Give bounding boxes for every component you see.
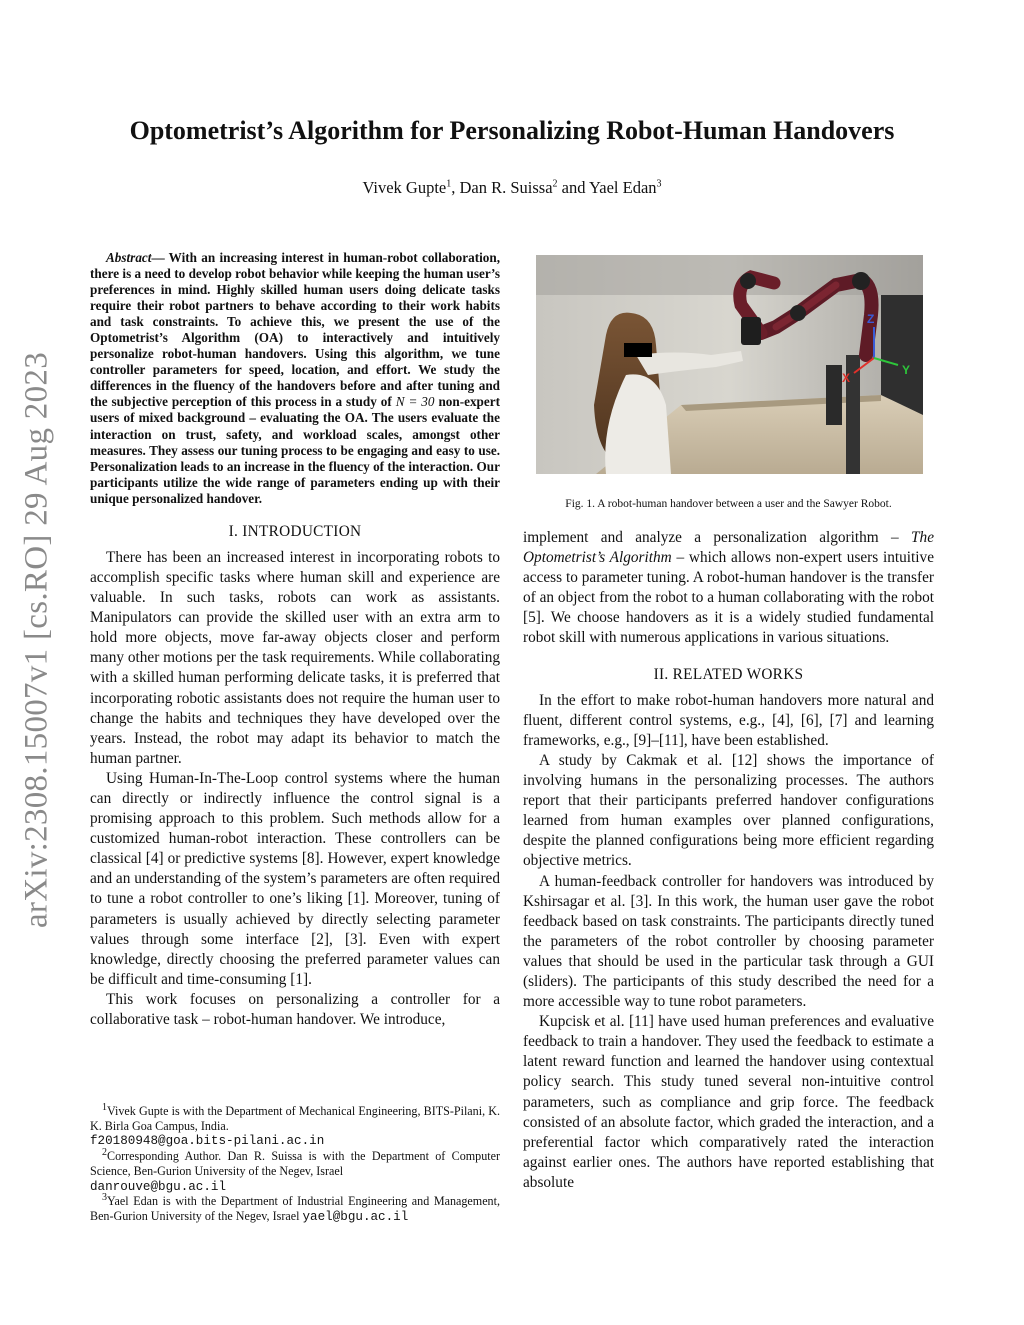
x-axis-label: X xyxy=(842,371,851,385)
paragraph: There has been an increased interest in incorporating robots to accomplish specific tasks where human skill and experience are valuable. In such tasks, robots can work as assistants. Manipulators can provide the skilled user with an extra arm to hold more objects, move far-away objects closer and perform many other motions per the task requirements. While collaborating with a skilled human performing delicate tasks, it is preferred that incorporating robotic assistants does not require the human user to change the habits and techniques they have developed over the years. Instead, the robot may adapt its behavior to match the human partner. xyxy=(90,548,500,767)
footnote-mark: 1 xyxy=(102,1101,107,1113)
face-redaction xyxy=(624,343,652,357)
section-heading-introduction: I. INTRODUCTION xyxy=(228,522,362,540)
abstract xyxy=(90,250,500,507)
author-separator: , xyxy=(451,178,460,197)
paragraph: A study by Cakmak et al. [12] shows the importance of involving humans in the personalizing processes. The authors report that their participants preferred handover configurations learned from human examples over planned configurations, despite the planned configurations being more efficient regarding objective metrics. xyxy=(523,751,934,870)
footnote-email: danrouve@bgu.ac.il xyxy=(90,1179,227,1194)
paragraph: Kupcisk et al. [11] have used human preferences and evaluative feedback to train a handover. They used the feedback to estimate a latent reward function and learned the handover using contextual policy search. This study tuned several non-intuitive control parameters, such as compliance and grip force. The feedback consisted of an absolute factor, which graded the interaction, and a preferential factor which comparatively rated the interaction against earlier ones. The authors have reported establishing that absolute xyxy=(523,1013,934,1191)
author-name: Dan R. Suissa xyxy=(459,178,553,197)
footnote xyxy=(90,1149,500,1194)
figure-photo xyxy=(536,255,923,474)
paragraph: Using Human-In-The-Loop control systems where the human can directly or indirectly influence the control signal is a promising approach to this problem. Such methods allow for a customized human-robot interaction. These controllers can be classical [4] or predictive systems [8]. However, expert knowledge and an understanding of the system’s parameters are often required to tune a robot controller to one’s liking [1]. Moreover, tuning of parameters is usually achieved by directly selecting parameter values through some interface [2], [3]. Even with expert knowledge, directly choosing the preferred parameter values can be difficult and time-consuming [1]. xyxy=(90,769,500,988)
affiliation-mark: 1 xyxy=(446,178,452,190)
abstract-text: non-expert users of mixed background – evaluating the OA. The users evaluate the interaction on trust, safety, and workload scales, amongst other measures. They assess our tuning process to be engaging and easy to use. Personalization leads to an increase in the fluency of the interaction. Our participants utilize the wide range of parameters ending up with their unique personalized handover. xyxy=(90,394,500,506)
footnote-email: f20180948@goa.bits-pilani.ac.in xyxy=(90,1134,325,1149)
left-column xyxy=(90,250,500,1030)
author-line xyxy=(60,178,964,198)
footnote-email: yael@bgu.ac.il xyxy=(302,1209,409,1224)
paper-title: Optometrist’s Algorithm for Personalizing Robot-Human Handovers xyxy=(129,116,895,145)
affiliation-mark: 2 xyxy=(552,178,558,190)
arxiv-id: arXiv:2308.15007v1 [cs.RO] 29 Aug 2023 xyxy=(18,351,55,929)
figure-caption: Fig. 1. A robot-human handover between a user and the Sawyer Robot. xyxy=(565,498,892,510)
author-name: Vivek Gupte xyxy=(362,178,447,197)
text-run: implement and analyze a personalization algorithm – xyxy=(523,529,912,546)
footnote xyxy=(90,1194,500,1224)
footnote-mark: 2 xyxy=(102,1147,107,1159)
arxiv-stamp xyxy=(8,340,66,940)
author-name: Yael Edan xyxy=(589,178,657,197)
footnote-mark: 3 xyxy=(102,1192,107,1204)
y-axis-label: Y xyxy=(902,363,911,377)
paragraph: In the effort to make robot-human handovers more natural and fluent, different control systems, e.g., [4], [6], [7] and learning frameworks, e.g., [9]–[11], have been established. xyxy=(523,691,934,749)
z-axis-label: Z xyxy=(867,312,875,326)
footnote-text: Corresponding Author. Dan R. Suissa is with the Department of Computer Science, Ben-Gurion University of the Negev, Israel xyxy=(90,1149,500,1178)
algorithm-name: The Optometrist’s Algorithm xyxy=(523,529,934,567)
abstract-dash: — xyxy=(151,250,169,265)
text-run: – which allows non-expert users intuitive access to parameter tuning. A robot-human handover is the transfer of an object from the robot to a human collaborating with the robot [5]. We choose handovers as it is a widely studied fundamental robot skill with numerous applications in various situations. xyxy=(523,549,934,647)
section-heading-related-works: II. RELATED WORKS xyxy=(653,665,804,683)
robot-gripper xyxy=(741,317,761,345)
footnote-text: Yael Edan is with the Department of Industrial Engineering and Management, Ben-Gurion University of the Negev, Israel xyxy=(90,1194,500,1223)
footnotes xyxy=(90,1101,500,1225)
author-separator: and xyxy=(557,178,589,197)
paragraph xyxy=(523,528,934,649)
right-column xyxy=(523,528,934,1193)
abstract-label: Abstract xyxy=(106,250,152,265)
affiliation-mark: 3 xyxy=(656,178,662,190)
abstract-text: With an increasing interest in human-robot collaboration, there is a need to develop robot behavior while keeping the human user’s preferences in mind. Highly skilled human users doing delicate tasks require their robot partners to behave according to their work habits and task constraints. To achieve this, we present the use of the Optometrist’s Algorithm (OA) to interactively and intuitively personalize robot-human handovers. Using this algorithm, we tune controller parameters for speed, location, and effort. We study the differences in the fluency of the handovers before and after tuning and the subjective perception of this process in a study of xyxy=(90,250,500,410)
paragraph: A human-feedback controller for handovers was introduced by Kshirsagar et al. [3]. In this work, the human user gave the robot feedback based on task constraints. The participants directly tuned the parameters of the robot controller by choosing parameter values that should be used in the particular task through a GUI (sliders). The participants of this study described the need for a more accessible way to tune robot parameters. xyxy=(523,872,934,1011)
abstract-math: N = 30 xyxy=(395,394,435,410)
footnote xyxy=(90,1101,500,1149)
paragraph: This work focuses on personalizing a controller for a collaborative task – robot-human handover. We introduce, xyxy=(90,990,500,1028)
footnote-text: Vivek Gupte is with the Department of Mechanical Engineering, BITS-Pilani, K. K. Birla Goa Campus, India. xyxy=(90,1104,500,1133)
